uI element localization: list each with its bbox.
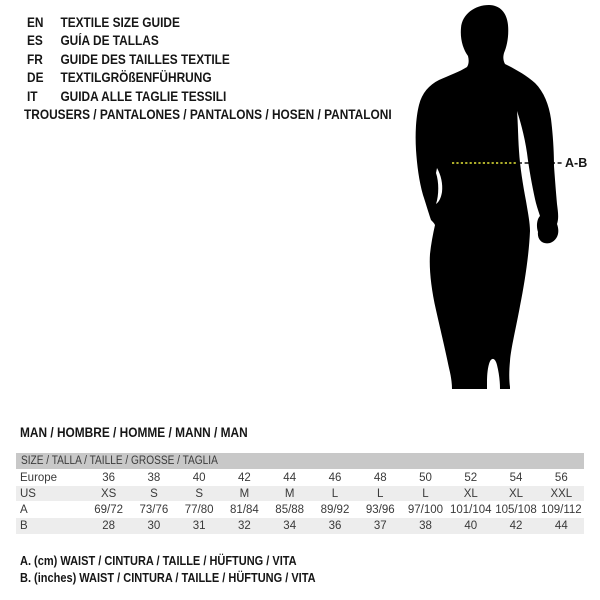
size-cell: L: [377, 487, 384, 500]
size-cell: 44: [554, 519, 568, 532]
man-silhouette-svg: [403, 5, 600, 395]
gender-title: MAN / HOMBRE / HOMME / MANN / MAN: [20, 425, 248, 440]
size-cell: 37: [373, 519, 387, 532]
note-a-cm: A. (cm) WAIST / CINTURA / TAILLE / HÜFTUNG / VITA: [20, 554, 297, 568]
language-row: [27, 14, 230, 32]
size-cell: 38: [419, 519, 432, 532]
size-cell: 77/80: [184, 503, 214, 516]
language-guide-block: [27, 14, 258, 106]
language-label: TEXTILGRÖßENFÜHRUNG: [60, 70, 212, 86]
size-cell: 32: [238, 519, 251, 532]
size-cell: 85/88: [275, 503, 305, 516]
language-label: GUÍA DE TALLAS: [60, 33, 159, 49]
size-table: [16, 453, 584, 534]
size-cell: 109/112: [540, 503, 582, 516]
size-cell: 44: [283, 471, 297, 484]
size-cell: 50: [419, 471, 432, 484]
row-label: US: [20, 487, 36, 500]
row-label: B: [20, 519, 28, 532]
size-cell: L: [331, 487, 339, 500]
size-cell: 73/76: [139, 503, 169, 516]
size-cell: 89/92: [320, 503, 350, 516]
row-label: Europe: [20, 471, 58, 484]
size-cell: 56: [554, 471, 568, 484]
table-row-a-cm: [16, 502, 584, 518]
size-cell: 34: [283, 519, 297, 532]
language-code: ES: [27, 33, 43, 49]
language-code: EN: [27, 15, 44, 30]
table-row-b-inches: [16, 518, 584, 534]
size-cell: 52: [464, 471, 478, 484]
size-cell: 101/104: [449, 503, 492, 516]
language-code: DE: [27, 70, 44, 86]
size-cell: 97/100: [407, 503, 444, 516]
size-cell: 69/72: [94, 503, 124, 516]
language-row: [27, 88, 230, 106]
size-cell: 30: [147, 519, 161, 532]
size-cell: M: [239, 487, 250, 500]
size-cell: 31: [192, 519, 206, 532]
size-cell: M: [284, 487, 295, 500]
row-label: A: [20, 503, 28, 516]
size-cell: 105/108: [495, 503, 537, 516]
size-cell: 36: [328, 519, 342, 532]
table-row-us: [16, 486, 584, 502]
size-cell: XL: [508, 487, 524, 500]
measure-notes: [20, 553, 356, 587]
language-label: TEXTILE SIZE GUIDE: [60, 15, 180, 30]
size-cell: XXL: [550, 487, 573, 500]
size-table-header-label: SIZE / TALLA / TAILLE / GRÖSSE / TAGLIA: [21, 455, 218, 467]
figure-illustration: [403, 5, 600, 395]
language-label: GUIDE DES TAILLES TEXTILE: [60, 51, 230, 67]
language-row: [27, 32, 230, 50]
size-cell: 40: [464, 519, 478, 532]
note-b-inches: B. (inches) WAIST / CINTURA / TAILLE / HÜFTUNG / VITA: [20, 571, 316, 585]
language-code: FR: [27, 51, 43, 67]
size-cell: S: [150, 487, 158, 500]
size-cell: 48: [373, 471, 387, 484]
size-cell: 40: [192, 471, 206, 484]
size-cell: L: [422, 487, 429, 500]
size-cell: 54: [509, 471, 523, 484]
table-row-europe: [16, 470, 584, 486]
size-cell: 93/96: [365, 503, 395, 516]
size-cell: 36: [102, 471, 116, 484]
language-row: [27, 51, 230, 69]
size-cell: 28: [102, 519, 116, 532]
size-cell: XS: [100, 487, 117, 500]
size-cell: 46: [328, 471, 342, 484]
size-cell: 42: [509, 519, 523, 532]
language-row: [27, 69, 230, 87]
size-cell: 81/84: [230, 503, 259, 516]
category-title: TROUSERS / PANTALONES / PANTALONS / HOSEN / PANTALONI: [24, 107, 392, 122]
size-cell: 38: [147, 471, 161, 484]
size-cell: XL: [463, 487, 478, 500]
language-label: GUIDA ALLE TAGLIE TESSILI: [60, 88, 227, 104]
size-table-header-bar: [16, 453, 584, 469]
man-silhouette: [416, 5, 559, 389]
size-table-grid: [16, 469, 584, 534]
size-cell: S: [195, 487, 203, 500]
language-code: IT: [27, 88, 38, 104]
size-cell: 42: [238, 471, 251, 484]
measure-label: A-B: [565, 156, 588, 170]
